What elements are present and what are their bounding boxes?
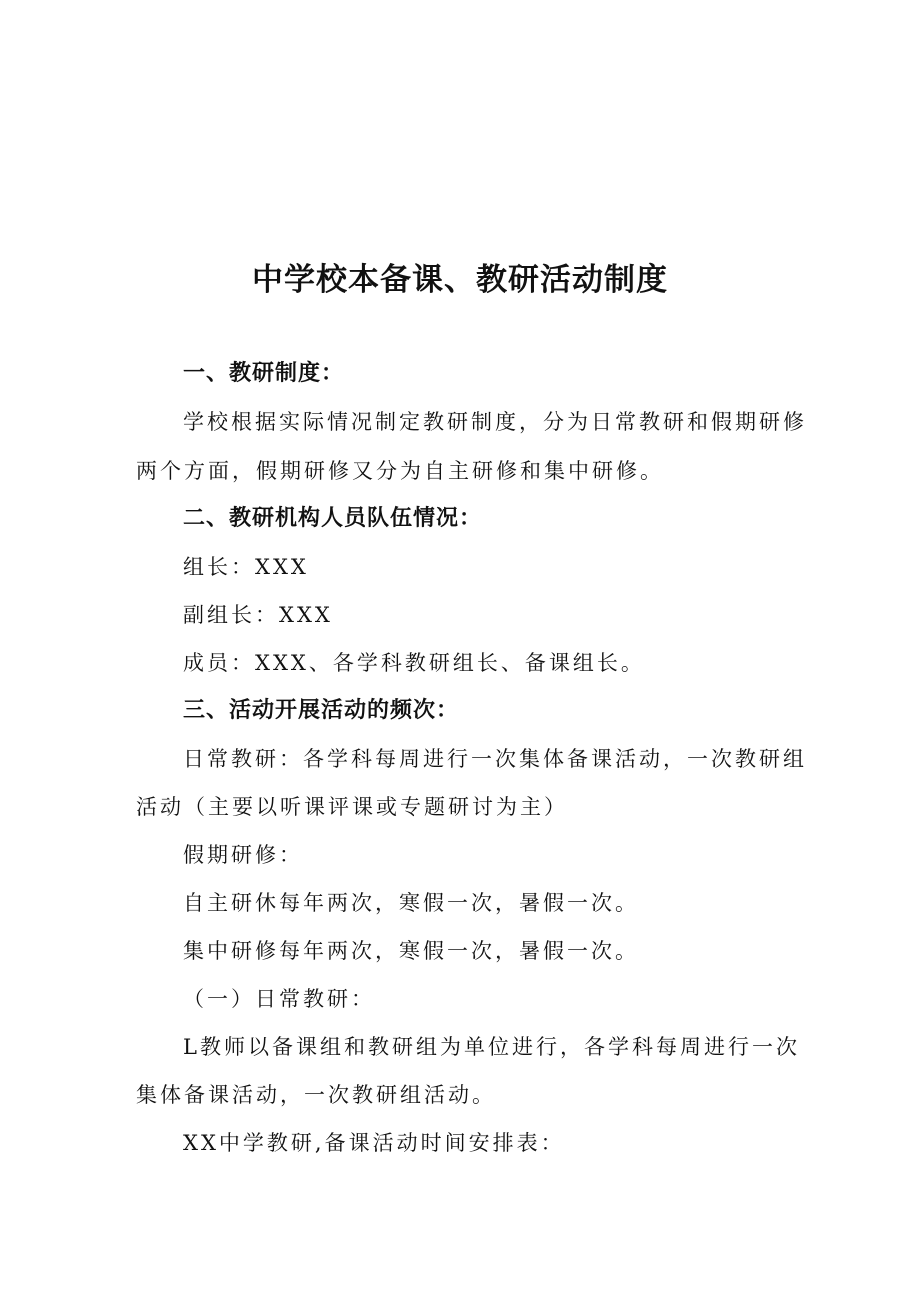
- staff-deputy-line: 副组长：XXX: [183, 603, 333, 627]
- section-heading-frequency: 三、活动开展活动的频次：: [183, 698, 460, 723]
- paragraph-line: 活动（主要以听课评课或专题研讨为主）: [136, 795, 568, 819]
- paragraph-line: 学校根据实际情况制定教研制度，分为日常教研和假期研修: [183, 410, 807, 434]
- section-heading-teaching-research-system: 一、教研制度：: [183, 361, 345, 386]
- document-title: 中学校本备课、教研活动制度: [252, 262, 668, 298]
- staff-leader-line: 组长：XXX: [183, 555, 309, 579]
- subsection-heading-daily-research: （一）日常教研：: [183, 987, 375, 1011]
- paragraph-line: L教师以备课组和教研组为单位进行，各学科每周进行一次: [183, 1035, 800, 1059]
- paragraph-line: 自主研休每年两次，寒假一次，暑假一次。: [183, 891, 639, 915]
- section-heading-staff: 二、教研机构人员队伍情况：: [183, 506, 483, 531]
- schedule-table-caption: XX中学教研,备课活动时间安排表：: [183, 1131, 565, 1155]
- paragraph-line: 集中研修每年两次，寒假一次，暑假一次。: [183, 939, 639, 963]
- paragraph-line: 两个方面，假期研修又分为自主研修和集中研修。: [136, 459, 664, 483]
- paragraph-line: 日常教研：各学科每周进行一次集体备课活动，一次教研组: [183, 747, 807, 771]
- staff-members-line: 成员：XXX、各学科教研组长、备课组长。: [183, 651, 645, 675]
- paragraph-line: 集体备课活动，一次教研组活动。: [136, 1083, 496, 1107]
- paragraph-line: 假期研修：: [183, 843, 303, 867]
